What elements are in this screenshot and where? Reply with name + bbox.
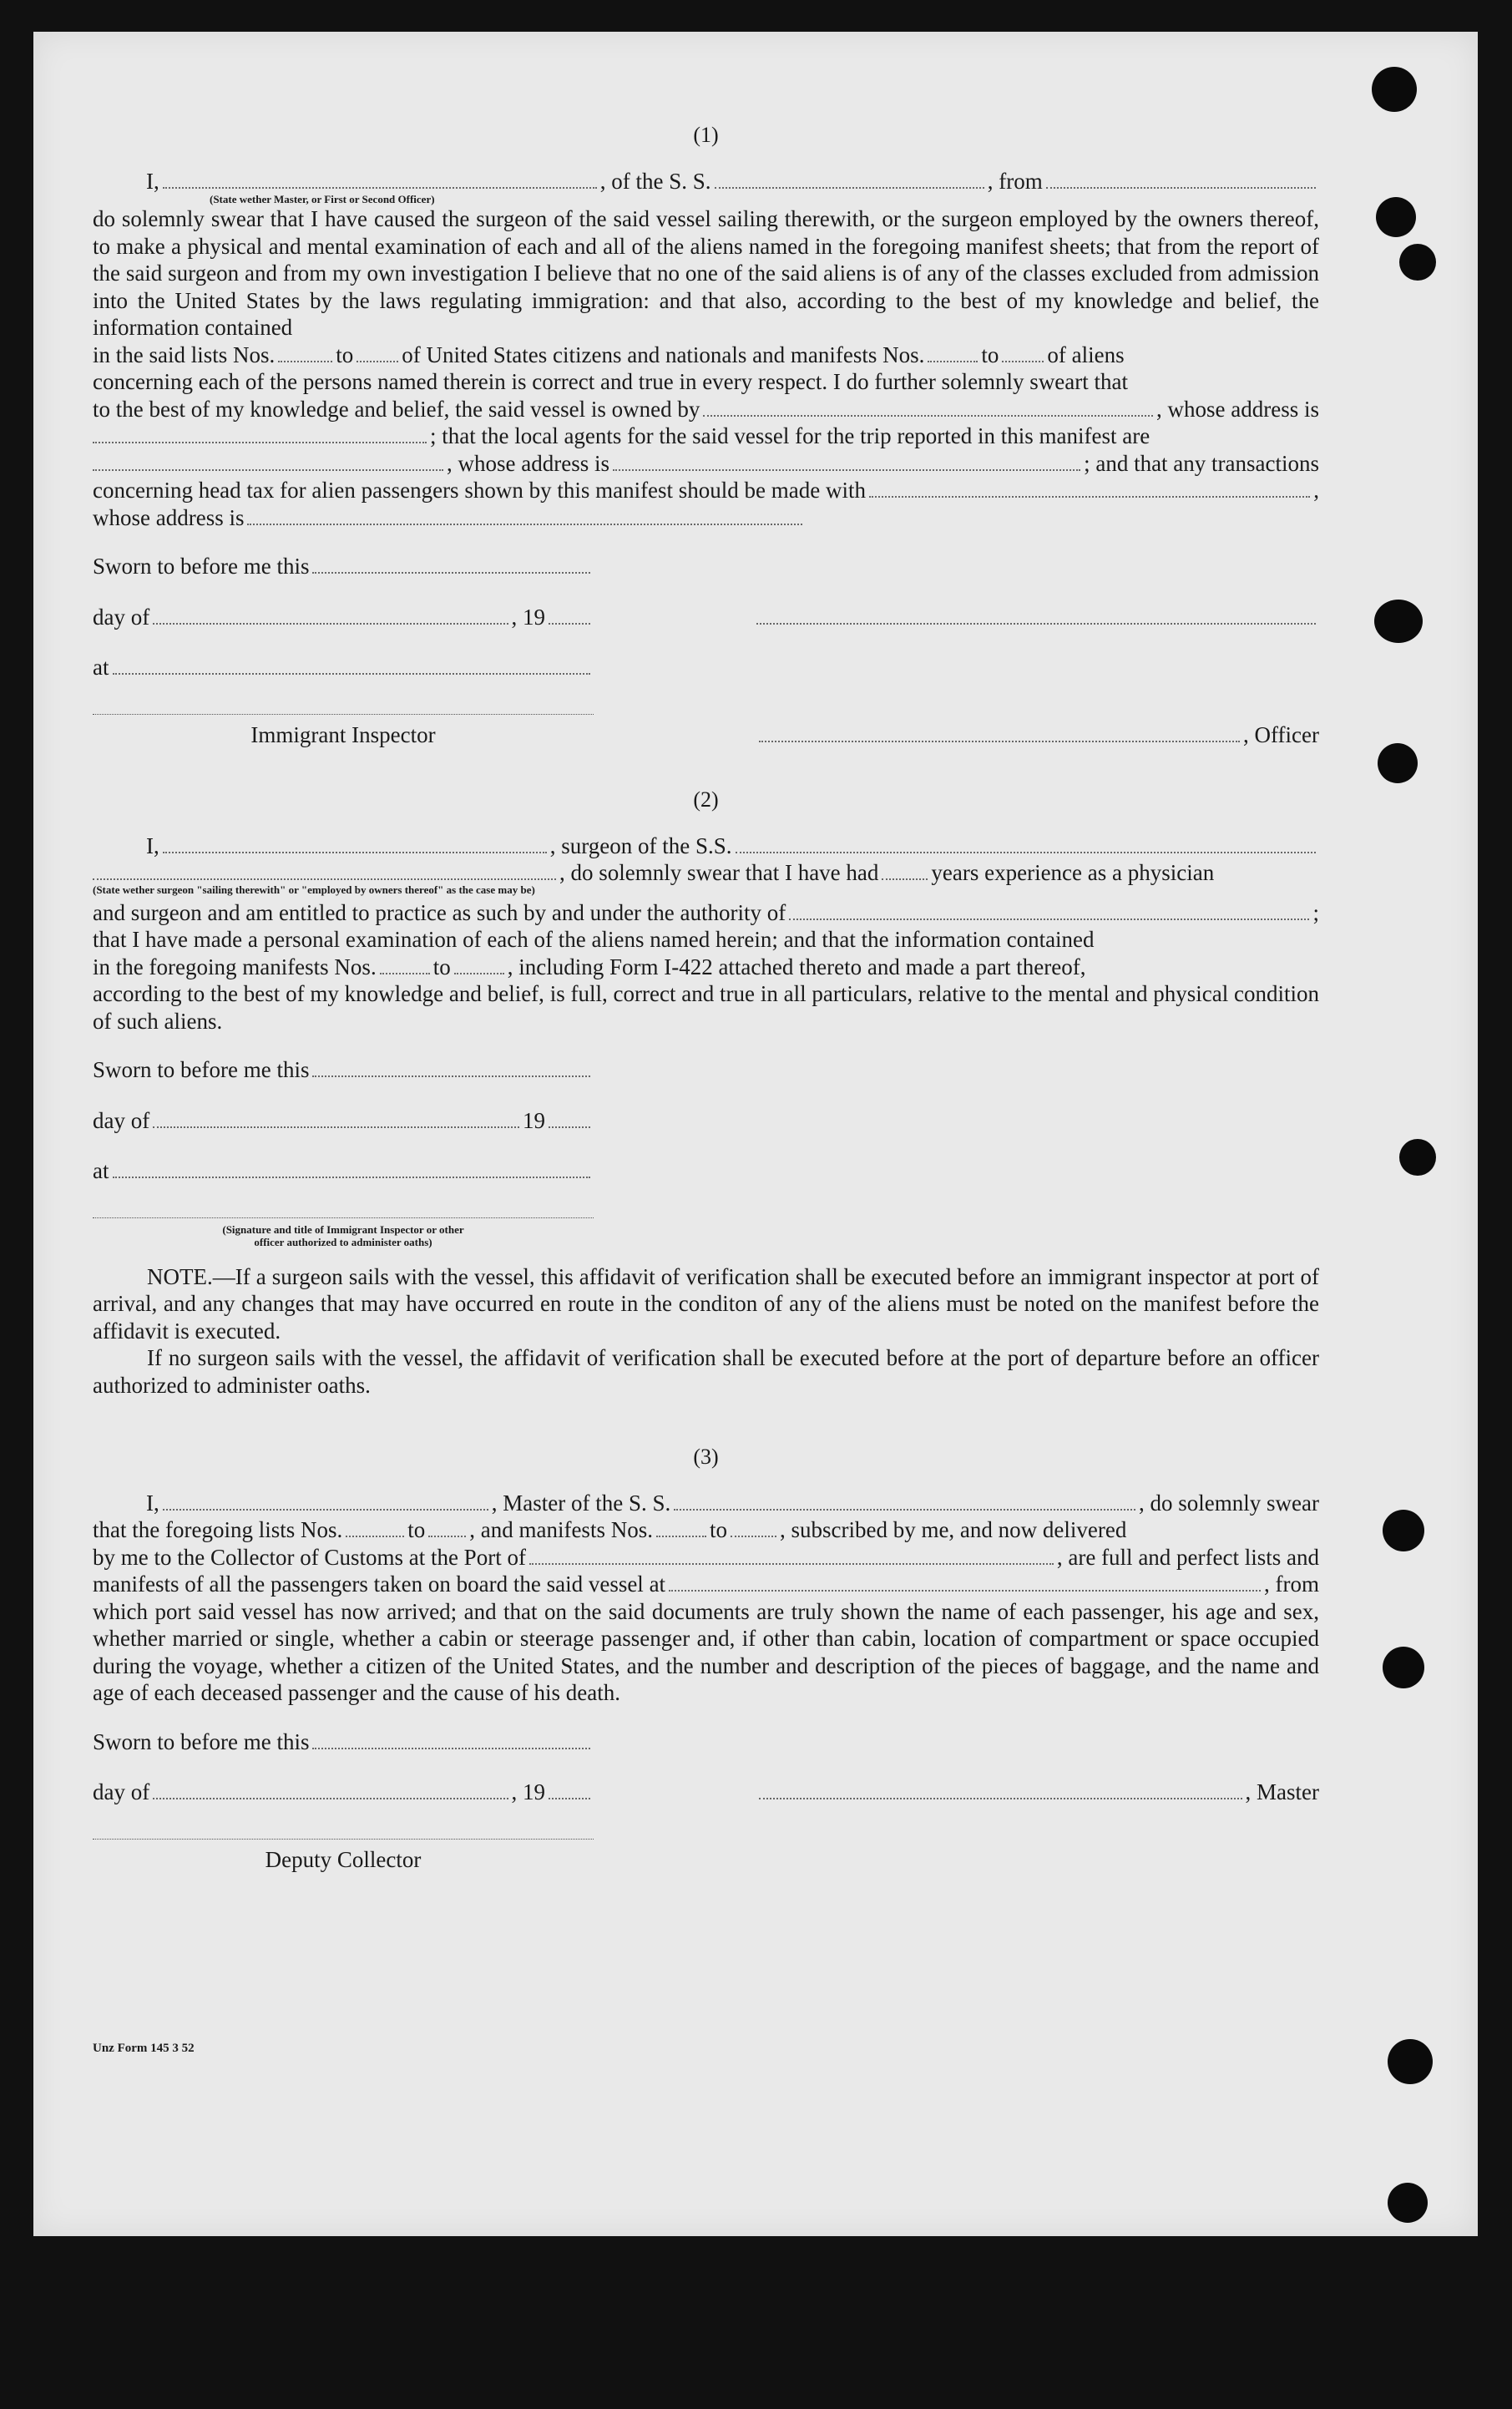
text: , are full and perfect lists and bbox=[1056, 1544, 1319, 1570]
signature-label: , Officer bbox=[1243, 721, 1319, 747]
text: ; that the local agents for the said vessel for the trip reported in this manifest are bbox=[430, 423, 1150, 448]
master-name-field[interactable] bbox=[163, 1508, 488, 1511]
text: that I have made a personal examination of each of the aliens named herein; and that the information contained bbox=[93, 927, 1095, 952]
text: day of bbox=[93, 1779, 150, 1804]
sworn-date-field[interactable] bbox=[312, 1747, 590, 1749]
punch-hole bbox=[1376, 197, 1416, 237]
day-of-field[interactable] bbox=[153, 622, 508, 625]
port-field[interactable] bbox=[529, 1562, 1054, 1565]
surgeon-name-field[interactable] bbox=[163, 851, 547, 853]
text: Sworn to before me this bbox=[93, 554, 310, 579]
list-to-field[interactable] bbox=[357, 360, 398, 362]
punch-hole bbox=[1383, 1647, 1424, 1688]
text: , 19 bbox=[511, 604, 545, 630]
text: Sworn to before me this bbox=[93, 1057, 310, 1082]
list-to-field[interactable] bbox=[428, 1535, 466, 1537]
text: , Master of the S. S. bbox=[491, 1490, 671, 1516]
signature-label: , Master bbox=[1245, 1779, 1319, 1804]
text: I, bbox=[146, 1490, 159, 1516]
text: to bbox=[432, 954, 451, 979]
at-place-field[interactable] bbox=[113, 1176, 591, 1178]
section-number: (3) bbox=[693, 1445, 719, 1469]
text: to bbox=[407, 1517, 426, 1542]
text: , do solemnly swear bbox=[1139, 1490, 1319, 1516]
sworn-date-field[interactable] bbox=[312, 1075, 590, 1077]
text: I, bbox=[146, 168, 159, 194]
text: by me to the Collector of Customs at the Port of bbox=[93, 1544, 526, 1570]
manifest-from-field[interactable] bbox=[656, 1535, 706, 1537]
punch-hole bbox=[1399, 1139, 1436, 1176]
text: , and manifests Nos. bbox=[469, 1517, 653, 1542]
agents-field[interactable] bbox=[93, 468, 443, 471]
officer-signature-field[interactable] bbox=[759, 740, 1240, 742]
field-hint: (State wether Master, or First or Second Officer) bbox=[210, 193, 435, 205]
section-number: (1) bbox=[693, 123, 719, 147]
paragraph: do solemnly swear that I have caused the surgeon of the said vessel sailing therewith, or the surgeon employed by the owners thereof, to make a physical and mental examination of each and all of the aliens named in the foregoing manifest sheets; that from the report of the said surgeon and from my own investigation I believe that no one of the said aliens is of any of the classes excluded from admission into the United States by the laws regulating immigration: and that also, according to the best of my knowledge and belief, the information contained bbox=[93, 206, 1319, 340]
vessel-name-field[interactable] bbox=[736, 851, 1316, 853]
day-of-field[interactable] bbox=[153, 1797, 508, 1799]
paragraph: which port said vessel has now arrived; and that on the said documents are truly shown the name of each passenger, his age and sex, whether married or single, whether a cabin or steerage passenger and, if other than cabin, location of compartment or space occupied during the voyage, whether a citizen of the United States, and the number and description of the pieces of baggage, and the name and age of each deceased passenger and the cause of his death. bbox=[93, 1598, 1319, 1705]
head-tax-address-field[interactable] bbox=[247, 523, 802, 525]
text: , do solemnly swear that I have had bbox=[559, 860, 879, 885]
text: of United States citizens and nationals and manifests Nos. bbox=[402, 342, 925, 367]
note-paragraph: NOTE.—If a surgeon sails with the vessel, this affidavit of verification shall be executed before an immigrant inspector at port of arrival, and any changes that may have occurred en route in the conditon of any of the aliens must be noted on the manifest before the affidavit is executed. bbox=[93, 1263, 1319, 1344]
inspector-signature-line[interactable] bbox=[93, 1217, 594, 1218]
text: day of bbox=[93, 604, 150, 630]
text: , surgeon of the S.S. bbox=[549, 833, 732, 858]
note-paragraph: If no surgeon sails with the vessel, the affidavit of verification shall be executed before at the port of departure before an officer authorized to administer oaths. bbox=[93, 1345, 1319, 1398]
authority-field[interactable] bbox=[789, 918, 1309, 920]
sworn-date-field[interactable] bbox=[312, 571, 590, 574]
vessel-name-field[interactable] bbox=[715, 186, 984, 189]
manifest-to-field[interactable] bbox=[454, 972, 504, 974]
section-number: (2) bbox=[693, 787, 719, 812]
punch-hole bbox=[1372, 67, 1417, 112]
signature-label: Immigrant Inspector bbox=[250, 721, 436, 747]
text: to the best of my knowledge and belief, the said vessel is owned by bbox=[93, 396, 700, 422]
text: , whose address is bbox=[1156, 396, 1319, 422]
year-field[interactable] bbox=[549, 622, 590, 625]
signature-label: Deputy Collector bbox=[265, 1846, 422, 1872]
agents-address-field[interactable] bbox=[613, 468, 1080, 471]
text: of aliens bbox=[1047, 342, 1125, 367]
punch-hole bbox=[1399, 244, 1436, 281]
text: in the said lists Nos. bbox=[93, 342, 276, 367]
at-place-field[interactable] bbox=[113, 672, 591, 675]
text: I, bbox=[146, 833, 159, 858]
text: concerning head tax for alien passengers shown by this manifest should be made with bbox=[93, 478, 867, 503]
text: , whose address is bbox=[447, 450, 609, 476]
text: and surgeon and am entitled to practice as such by and under the authority of bbox=[93, 899, 786, 925]
punch-hole bbox=[1388, 2039, 1433, 2084]
text: years experience as a physician bbox=[931, 860, 1215, 885]
text: ; and that any transactions bbox=[1084, 450, 1319, 476]
text: , from bbox=[987, 168, 1043, 194]
text: in the foregoing manifests Nos. bbox=[93, 954, 377, 979]
head-tax-field[interactable] bbox=[869, 495, 1310, 498]
text: , from bbox=[1264, 1571, 1319, 1597]
text: 19 bbox=[523, 1107, 545, 1133]
signature-hint: (Signature and title of Immigrant Inspector or other bbox=[222, 1222, 464, 1236]
affidavit-text bbox=[93, 122, 1319, 1873]
list-from-field[interactable] bbox=[346, 1535, 404, 1537]
text: day of bbox=[93, 1107, 150, 1133]
manifest-from-field[interactable] bbox=[928, 360, 978, 362]
port-from-field[interactable] bbox=[1046, 186, 1316, 189]
text: concerning each of the persons named therein is correct and true in every respect. I do further solemnly sweart that bbox=[93, 369, 1129, 394]
officer-signature-top[interactable] bbox=[756, 623, 1316, 625]
text: to bbox=[336, 342, 354, 367]
text: whose address is bbox=[93, 504, 245, 530]
signature-hint: officer authorized to administer oaths) bbox=[254, 1235, 432, 1248]
year-field[interactable] bbox=[549, 1126, 590, 1128]
text: , of the S. S. bbox=[599, 168, 711, 194]
master-signature-field[interactable] bbox=[759, 1797, 1242, 1799]
text: to bbox=[709, 1517, 727, 1542]
punch-hole bbox=[1383, 1510, 1424, 1551]
punch-hole bbox=[1388, 2183, 1428, 2223]
form-number: Unz Form 145 3 52 bbox=[93, 2042, 195, 2055]
vessel-name-field[interactable] bbox=[674, 1508, 1135, 1511]
field-hint: (State wether surgeon "sailing therewith" or "employed by owners thereof" as the case may be) bbox=[93, 883, 535, 896]
text: ; bbox=[1312, 899, 1319, 925]
owner-address-field[interactable] bbox=[93, 441, 427, 443]
punch-hole bbox=[1374, 600, 1423, 643]
years-field[interactable] bbox=[882, 878, 928, 880]
text: , including Form I-422 attached thereto and made a part thereof, bbox=[507, 954, 1086, 979]
inspector-signature-line[interactable] bbox=[93, 713, 594, 715]
surgeon-type-field[interactable] bbox=[93, 878, 556, 880]
list-from-field[interactable] bbox=[278, 360, 332, 362]
text: manifests of all the passengers taken on board the said vessel at bbox=[93, 1571, 666, 1597]
text: , bbox=[1313, 478, 1319, 503]
collector-signature-line[interactable] bbox=[93, 1838, 594, 1840]
officer-title-field[interactable] bbox=[163, 186, 597, 189]
year-field[interactable] bbox=[549, 1797, 590, 1799]
punch-hole bbox=[1378, 743, 1418, 783]
day-of-field[interactable] bbox=[153, 1126, 519, 1128]
text: , 19 bbox=[511, 1779, 545, 1804]
manifest-to-field[interactable] bbox=[731, 1535, 776, 1537]
owner-field[interactable] bbox=[703, 414, 1153, 417]
text: to bbox=[981, 342, 999, 367]
text: , subscribed by me, and now delivered bbox=[779, 1517, 1127, 1542]
paragraph: according to the best of my knowledge and belief, is full, correct and true in all particulars, relative to the mental and physical condition of such aliens. bbox=[93, 981, 1319, 1034]
text: at bbox=[93, 655, 109, 680]
text: that the foregoing lists Nos. bbox=[93, 1517, 343, 1542]
text: at bbox=[93, 1158, 109, 1183]
text: Sworn to before me this bbox=[93, 1728, 310, 1754]
departure-port-field[interactable] bbox=[669, 1589, 1261, 1592]
manifest-to-field[interactable] bbox=[1002, 360, 1044, 362]
manifest-from-field[interactable] bbox=[380, 972, 430, 974]
